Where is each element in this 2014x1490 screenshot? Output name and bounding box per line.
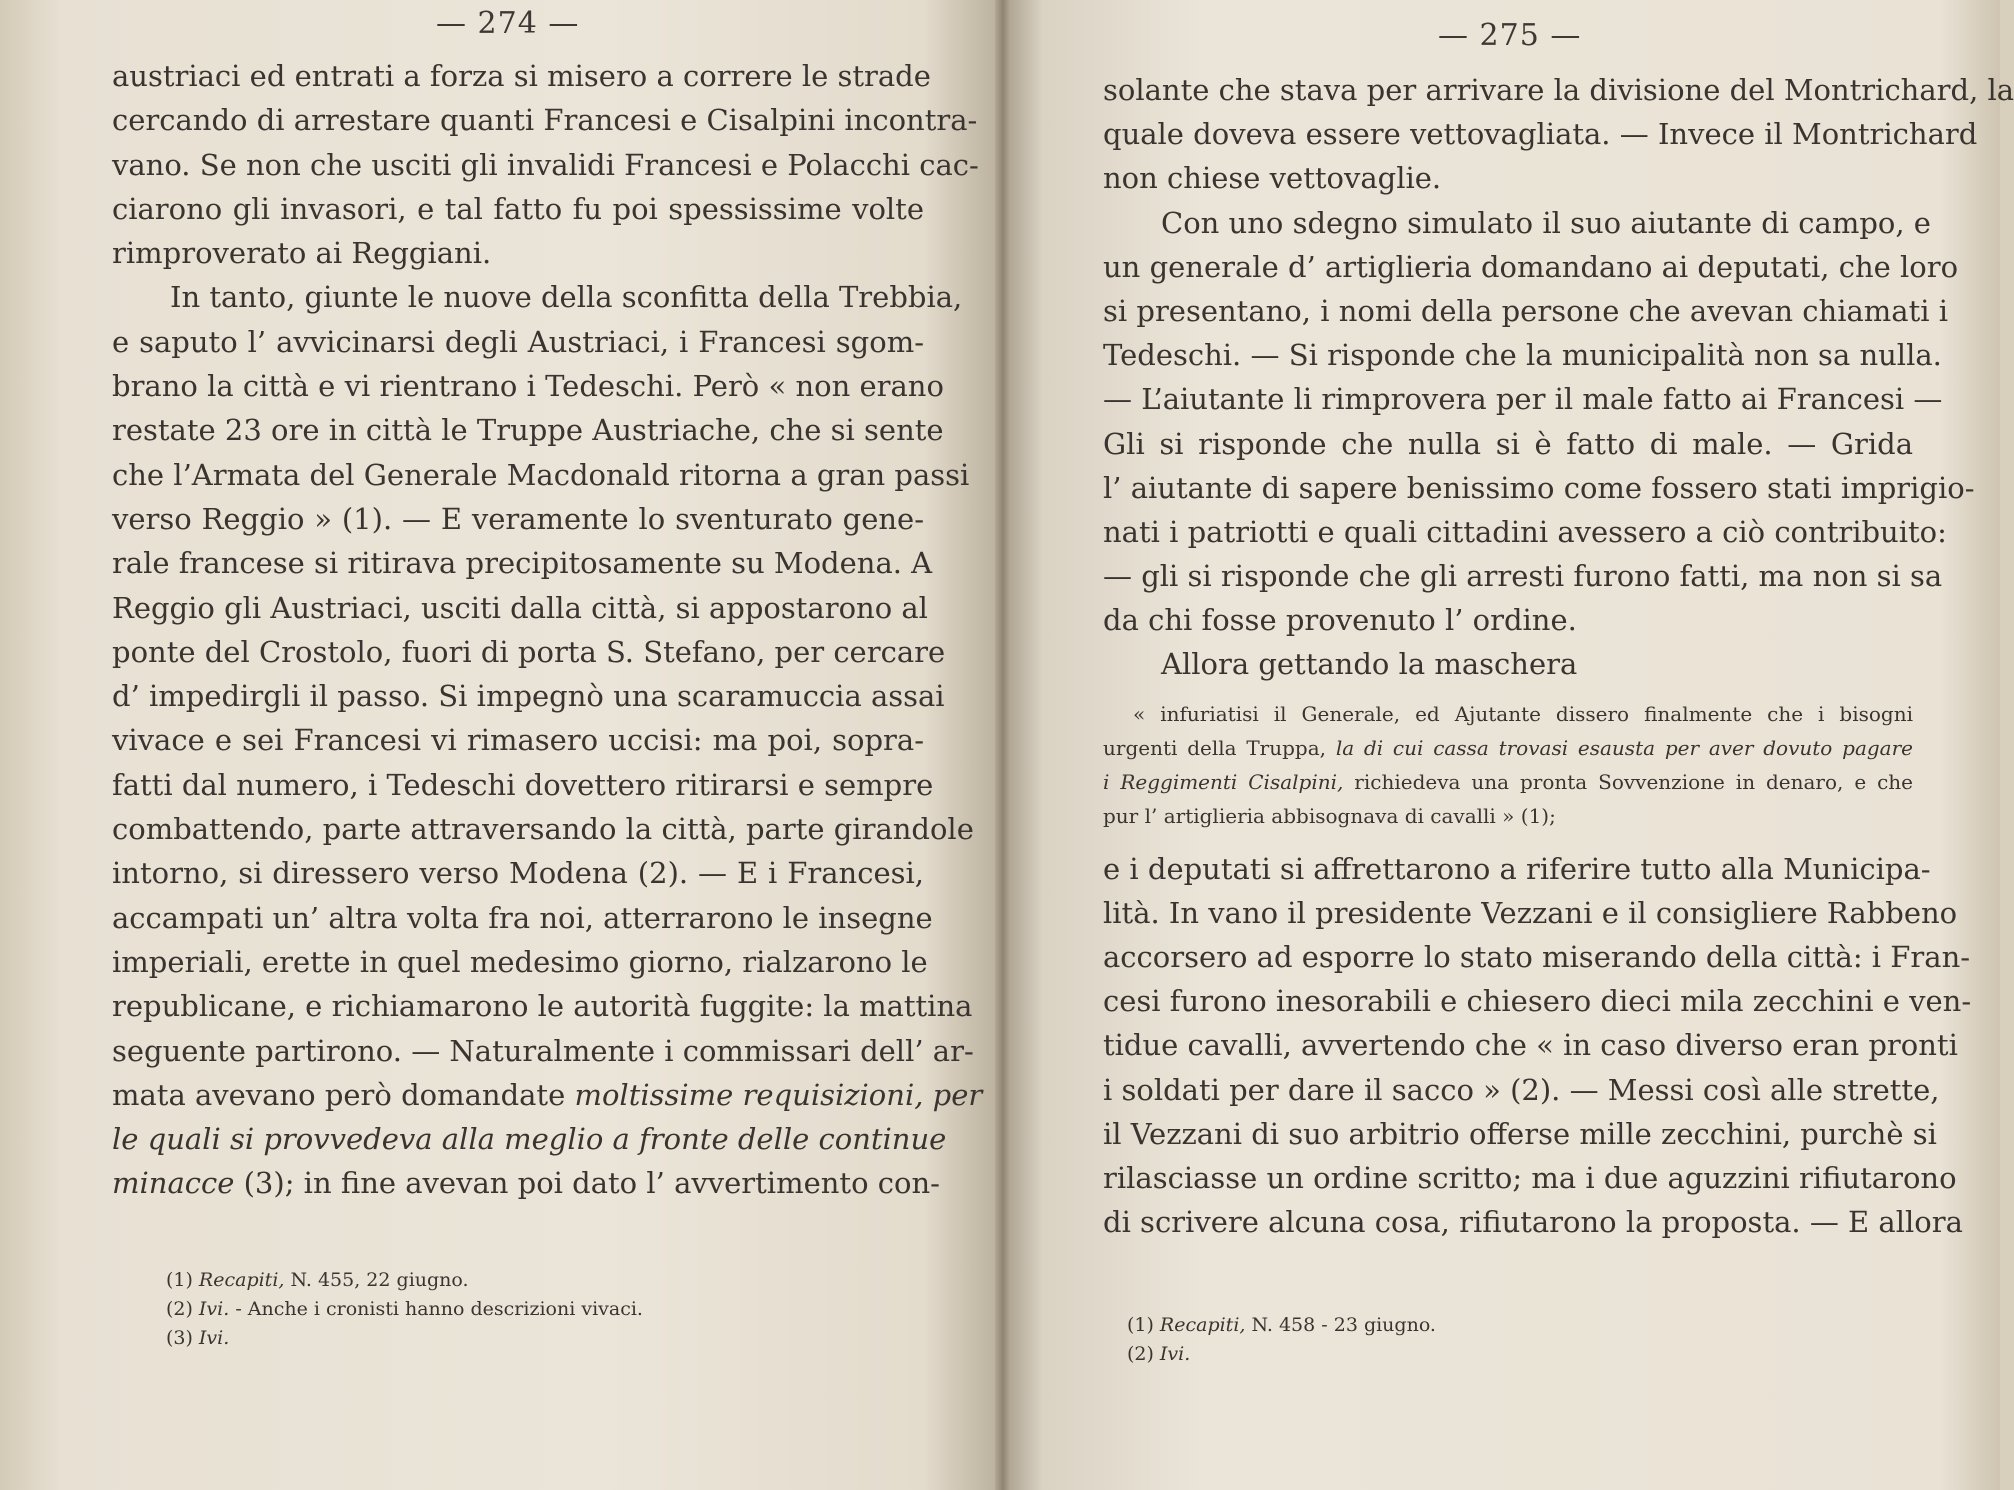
text-line: quale doveva essere vettovagliata. — Invece il Montrichard	[1103, 117, 1978, 152]
text-line: da chi fosse provenuto l’ ordine.	[1103, 603, 1577, 638]
text-line: il Vezzani di suo arbitrio offerse mille zecchini, purchè si	[1103, 1116, 1937, 1151]
text-line: l’ aiutante di sapere benissimo come fossero stati imprigio-	[1103, 470, 1975, 505]
text-line	[112, 1161, 940, 1205]
italic-span: minacce	[112, 1166, 235, 1201]
footnote-text: - Anche i cronisti hanno descrizioni vivaci.	[229, 1298, 643, 1320]
footnote-number: (3)	[166, 1327, 193, 1349]
text-line: restate 23 ore in città le Truppe Austriache, che si sente	[112, 413, 944, 448]
text-span: urgenti della Truppa,	[1103, 735, 1336, 760]
text-span: (3); in fine avevan poi dato l’ avvertimento con-	[234, 1166, 940, 1201]
footnote-number: (2)	[166, 1298, 193, 1320]
footnote	[1127, 1340, 1436, 1369]
text-line: rimproverato ai Reggiani.	[112, 236, 492, 271]
footnote-ref: Recapiti,	[198, 1269, 285, 1291]
text-span: richiedeva una pronta Sovvenzione in denaro, e che	[1343, 769, 1913, 794]
text-line: — gli si risponde che gli arresti furono fatti, ma non si sa	[1103, 559, 1943, 594]
quote-line: « infuriatisi il Generale, ed Ajutante dissero finalmente che i bisogni	[1133, 701, 1913, 726]
text-line: e saputo l’ avvicinarsi degli Austriaci, i Francesi sgom-	[112, 324, 924, 359]
text-line: di scrivere alcuna cosa, rifiutarono la proposta. — E allora	[1103, 1205, 1963, 1240]
text-line: In tanto, giunte le nuove della sconfitta della Trebbia,	[170, 280, 963, 315]
text-line: che l’Armata del Generale Macdonald ritorna a gran passi	[112, 457, 970, 492]
text-line: un generale d’ artiglieria domandano ai deputati, che loro	[1103, 249, 1959, 284]
text-line: rale francese si ritirava precipitosamente su Modena. A	[112, 546, 933, 581]
text-line: non chiese vettovaglie.	[1103, 161, 1442, 196]
footnote-text: N. 455, 22 giugno.	[284, 1269, 469, 1291]
text-line: ciarono gli invasori, e tal fatto fu poi spessissime volte	[112, 191, 924, 226]
text-line: rilasciasse un ordine scritto; ma i due aguzzini rifiutarono	[1103, 1160, 1957, 1195]
text-line: vano. Se non che usciti gli invalidi Francesi e Polacchi cac-	[112, 147, 979, 182]
footnote	[166, 1295, 643, 1324]
footnote-text: N. 458 - 23 giugno.	[1245, 1314, 1436, 1336]
text-line: fatti dal numero, i Tedeschi dovettero ritirarsi e sempre	[112, 767, 934, 802]
text-line: nati i patriotti e quali cittadini avessero a ciò contribuito:	[1103, 514, 1947, 549]
footnote	[166, 1266, 643, 1295]
footnote-ref: Recapiti,	[1159, 1314, 1246, 1336]
footnote-number: (1)	[1127, 1314, 1154, 1336]
text-line: i soldati per dare il sacco » (2). — Messi così alle strette,	[1103, 1072, 1940, 1107]
text-line: republicane, e richiamarono le autorità fuggite: la mattina	[112, 989, 973, 1024]
footnote	[166, 1324, 643, 1353]
text-line: e i deputati si affrettarono a riferire tutto alla Municipa-	[1103, 851, 1931, 886]
left-page-number: — 274 —	[436, 6, 580, 41]
text-line: Reggio gli Austriaci, usciti dalla città, si appostarono al	[112, 590, 928, 625]
text-line: austriaci ed entrati a forza si misero a correre le strade	[112, 59, 931, 93]
right-footnotes	[1127, 1311, 1436, 1369]
text-line	[112, 1073, 983, 1117]
quote-line: pur l’ artiglieria abbisognava di cavalli » (1);	[1103, 803, 1556, 828]
right-page-number: — 275 —	[1438, 18, 1582, 53]
block-quote	[1103, 697, 1913, 833]
quote-line	[1103, 731, 1913, 765]
text-line: Gli si risponde che nulla si è fatto di male. — Grida	[1103, 426, 1913, 461]
text-line: verso Reggio » (1). — E veramente lo sventurato gene-	[112, 501, 924, 536]
text-line: cesi furono inesorabili e chiesero dieci mila zecchini e ven-	[1103, 984, 1972, 1019]
text-line: accampati un’ altra volta fra noi, atterrarono le insegne	[112, 900, 933, 935]
text-line: intorno, si diressero verso Modena (2). — E i Francesi,	[112, 856, 924, 891]
footnote-ref: Ivi.	[1159, 1343, 1191, 1365]
text-line: vivace e sei Francesi vi rimasero uccisi: ma poi, sopra-	[112, 723, 924, 758]
text-line: imperiali, erette in quel medesimo giorno, rialzarono le	[112, 944, 928, 979]
text-line: lità. In vano il presidente Vezzani e il consigliere Rabbeno	[1103, 895, 1958, 930]
text-line: tidue cavalli, avvertendo che « in caso diverso eran pronti	[1103, 1028, 1958, 1063]
italic-span: moltissime requisizioni, per	[574, 1077, 983, 1112]
book-gutter	[995, 0, 1011, 1490]
text-line: Tedeschi. — Si risponde che la municipalità non sa nulla.	[1103, 338, 1942, 373]
text-line: cercando di arrestare quanti Francesi e Cisalpini incontra-	[112, 103, 978, 138]
text-line: ponte del Crostolo, fuori di porta S. Stefano, per cercare	[112, 634, 946, 669]
left-page-body	[112, 54, 983, 1206]
right-page-body	[1103, 68, 2014, 1244]
text-line: seguente partirono. — Naturalmente i commissari dell’ ar-	[112, 1033, 974, 1068]
left-footnotes	[166, 1266, 643, 1353]
quote-line	[1103, 765, 1913, 799]
italic-span: i Reggimenti Cisalpini,	[1103, 769, 1344, 794]
text-line: si presentano, i nomi della persone che avevan chiamati i	[1103, 293, 1948, 328]
text-line: solante che stava per arrivare la divisione del Montrichard, la	[1103, 73, 2014, 107]
text-line	[112, 1117, 947, 1161]
text-line: d’ impedirgli il passo. Si impegnò una scaramuccia assai	[112, 679, 945, 714]
footnote-ref: Ivi.	[198, 1298, 230, 1320]
text-line: combattendo, parte attraversando la città, parte girandole	[112, 812, 974, 847]
text-line: — L’aiutante li rimprovera per il male fatto ai Francesi —	[1103, 382, 1943, 417]
footnote-number: (1)	[166, 1269, 193, 1291]
footnote-number: (2)	[1127, 1343, 1154, 1365]
italic-span: le quali si provvedeva alla meglio a fronte delle continue	[112, 1122, 947, 1157]
text-line: Allora gettando la maschera	[1161, 647, 1578, 682]
text-line: brano la città e vi rientrano i Tedeschi. Però « non erano	[112, 369, 944, 404]
italic-span: la di cui cassa trovasi esausta per aver dovuto pagare	[1335, 735, 1913, 760]
text-span: mata avevano però domandate	[112, 1077, 575, 1112]
footnote-ref: Ivi.	[198, 1327, 230, 1349]
text-line: Con uno sdegno simulato il suo aiutante di campo, e	[1161, 205, 1931, 240]
footnote	[1127, 1311, 1436, 1340]
text-line: accorsero ad esporre lo stato miserando della città: i Fran-	[1103, 940, 1971, 974]
